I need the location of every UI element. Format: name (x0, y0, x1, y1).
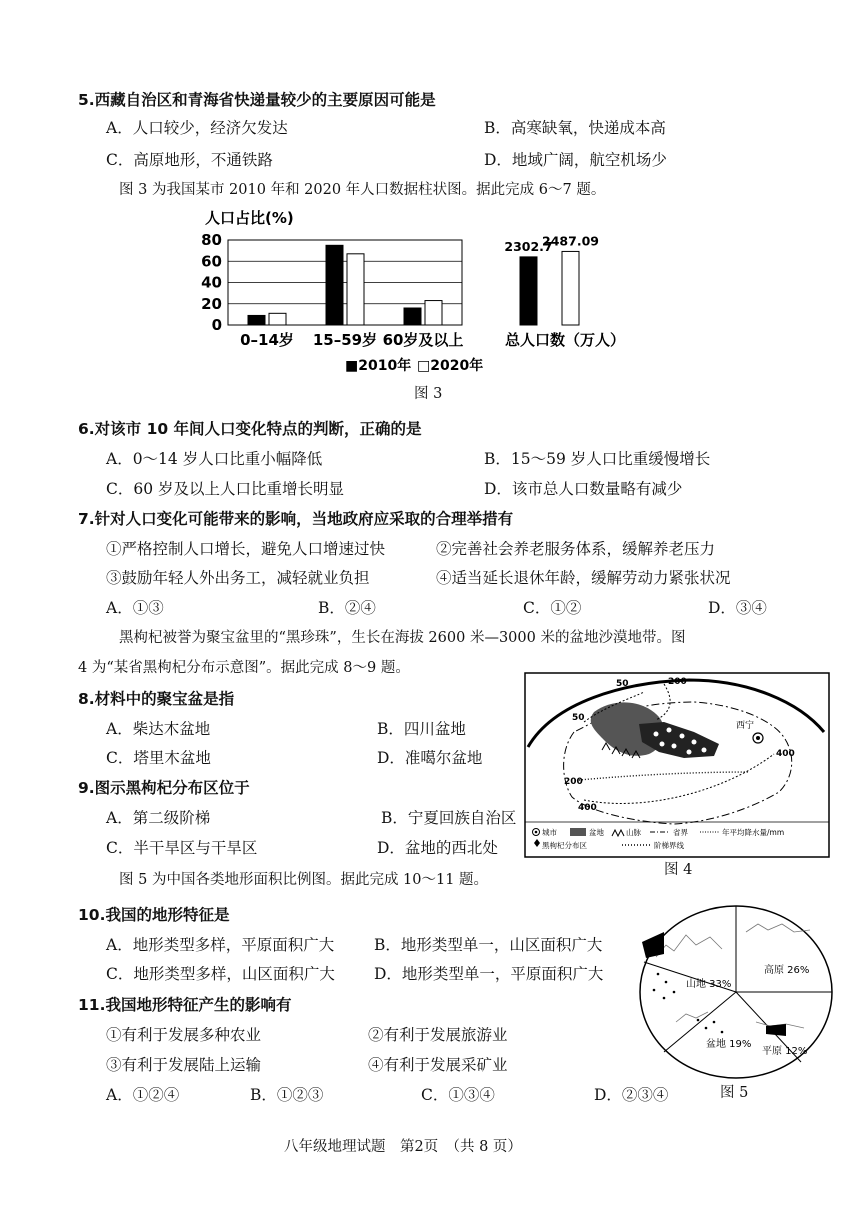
map-label-50a: 50 (616, 679, 629, 689)
q7-item-3: ③鼓励年轻人外出务工，减轻就业负担 (106, 569, 370, 587)
q10-option-a: A．地形类型多样，平原面积广大 (106, 936, 335, 954)
map-label-200a: 200 (668, 677, 687, 687)
pie-label-plain: 平原 12% (762, 1046, 808, 1057)
page-footer: 八年级地理试题 第2页 （共 8 页） (284, 1139, 522, 1155)
q9-option-b: B．宁夏回族自治区 (381, 809, 517, 827)
figure-4-caption: 图 4 (664, 862, 693, 878)
q10-option-c: C．地形类型多样，山区面积广大 (106, 965, 335, 983)
total-label: 总人口数（万人） (504, 331, 626, 349)
q8-option-b: B．四川盆地 (377, 720, 466, 738)
total-bar-2010年 (520, 257, 537, 325)
legend-2010 (345, 357, 411, 374)
q11-option-d: D．②③④ (594, 1086, 669, 1104)
q11-option-a: A．①②④ (106, 1086, 180, 1104)
y-tick-label: 60 (201, 252, 222, 271)
q7-item-1: ①严格控制人口增长，避免人口增速过快 (106, 540, 386, 558)
figure-3-caption: 图 3 (414, 386, 443, 402)
bar-2020年-0–14岁 (269, 313, 286, 325)
q7-stem: 7.针对人口变化可能带来的影响，当地政府应采取的合理举措有 (78, 510, 514, 528)
q10-stem: 10.我国的地形特征是 (78, 906, 230, 924)
y-tick-label: 0 (211, 316, 222, 334)
q11-item-3: ③有利于发展陆上运输 (106, 1056, 262, 1074)
q7-option-a: A．①③ (106, 599, 164, 617)
q6-option-c: C．60 岁及以上人口比重增长明显 (106, 480, 345, 498)
q7-option-c: C．①② (523, 599, 582, 617)
map-label-400b: 400 (578, 803, 597, 813)
q7-option-d: D．③④ (708, 599, 767, 617)
bar-2020年-60岁及以上 (425, 301, 442, 325)
y-tick-label: 20 (201, 294, 222, 313)
q5-option-a: A．人口较少，经济欠发达 (106, 119, 288, 137)
q11-item-4: ④有利于发展采矿业 (368, 1056, 508, 1074)
legend-2020-marker: □ (417, 358, 431, 374)
legend-basin-text: 盆地 (589, 828, 604, 837)
legend-2010-label: 2010年 (358, 358, 412, 374)
q5-option-c: C．高原地形，不通铁路 (106, 151, 273, 169)
q9-option-a: A．第二级阶梯 (106, 809, 211, 827)
q8-stem: 8.材料中的聚宝盆是指 (78, 690, 235, 708)
q10-option-b: B．地形类型单一，山区面积广大 (374, 936, 603, 954)
bar-2020年-15–59岁 (347, 254, 364, 325)
intro-fig4-line2: 4 为“某省黑枸杞分布示意图”。据此完成 8～9 题。 (78, 660, 410, 676)
q6-option-a: A．0～14 岁人口比重小幅降低 (106, 450, 323, 468)
x-tick-label: 15–59岁 (312, 331, 378, 349)
map-label-50b: 50 (572, 713, 585, 723)
total-value-label: 2302.7 (504, 238, 553, 254)
legend-goji-text: 黑枸杞分布区 (542, 841, 587, 850)
figure-5-pie (636, 902, 836, 1082)
q6-stem: 6.对该市 10 年间人口变化特点的判断，正确的是 (78, 420, 422, 438)
q5-option-d: D．地域广阔，航空机场少 (484, 151, 667, 169)
pie-label-plateau: 高原 26% (764, 965, 810, 976)
q9-option-d: D．盆地的西北处 (377, 839, 498, 857)
q11-option-b: B．①②③ (250, 1086, 324, 1104)
legend-step-text: 阶梯界线 (654, 841, 684, 850)
figure-3-chart (195, 203, 665, 378)
q8-option-d: D．准噶尔盆地 (377, 749, 483, 767)
q8-option-c: C．塔里木盆地 (106, 749, 211, 767)
legend-city-text: 城市 (542, 828, 557, 837)
intro-fig3: 图 3 为我国某市 2010 年和 2020 年人口数据柱状图。据此完成 6～7 题。 (119, 182, 606, 198)
map-label-200b: 200 (564, 777, 583, 787)
x-tick-label: 0–14岁 (240, 331, 294, 349)
q6-option-d: D．该市总人口数量略有减少 (484, 480, 683, 498)
legend-precip-text: 年平均降水量/mm (722, 828, 785, 837)
q11-item-2: ②有利于发展旅游业 (368, 1026, 508, 1044)
legend-border-text: 省界 (673, 828, 688, 837)
bar-2010年-15–59岁 (326, 245, 343, 325)
intro-fig4-line1: 黑枸杞被誉为聚宝盆里的“黑珍珠”，生长在海拔 2600 米—3000 米的盆地沙漠地带。图 (119, 630, 686, 646)
figure-5-caption: 图 5 (720, 1085, 749, 1101)
q5-option-b: B．高寒缺氧，快递成本高 (484, 119, 666, 137)
pie-label-basin: 盆地 19% (706, 1039, 752, 1050)
map-label-400a: 400 (776, 749, 795, 759)
chart-ylabel: 人口占比(%) (205, 209, 294, 227)
q9-option-c: C．半干旱区与干旱区 (106, 839, 258, 857)
q9-stem: 9.图示黑枸杞分布区位于 (78, 779, 250, 797)
intro-fig5: 图 5 为中国各类地形面积比例图。据此完成 10～11 题。 (119, 872, 489, 888)
q8-option-a: A．柴达木盆地 (106, 720, 211, 738)
bar-2010年-0–14岁 (248, 315, 265, 325)
bar-2010年-60岁及以上 (404, 308, 421, 325)
total-value-label: 2487.09 (542, 233, 599, 249)
pie-label-mountain: 山地 33% (686, 979, 732, 990)
x-tick-label: 60岁及以上 (382, 331, 464, 349)
q5-stem: 5.西藏自治区和青海省快递量较少的主要原因可能是 (78, 91, 436, 109)
map-label-city: 西宁 (736, 721, 755, 731)
figure-4-map (524, 672, 830, 858)
q10-option-d: D．地形类型单一，平原面积广大 (374, 965, 604, 983)
q7-item-4: ④适当延长退休年龄，缓解劳动力紧张状况 (436, 569, 731, 587)
q7-item-2: ②完善社会养老服务体系，缓解养老压力 (436, 540, 716, 558)
total-bar-2020年 (562, 251, 579, 325)
y-tick-label: 40 (201, 273, 222, 292)
legend-mountain-text: 山脉 (626, 828, 641, 837)
legend-2010-marker: ■ (345, 358, 359, 374)
q11-option-c: C．①③④ (421, 1086, 495, 1104)
legend-2020 (417, 357, 483, 374)
q11-stem: 11.我国地形特征产生的影响有 (78, 996, 292, 1014)
q7-option-b: B．②④ (318, 599, 376, 617)
q6-option-b: B．15～59 岁人口比重缓慢增长 (484, 450, 711, 468)
legend-2020-label: 2020年 (430, 358, 484, 374)
y-tick-label: 80 (201, 231, 222, 249)
q11-item-1: ①有利于发展多种农业 (106, 1026, 262, 1044)
